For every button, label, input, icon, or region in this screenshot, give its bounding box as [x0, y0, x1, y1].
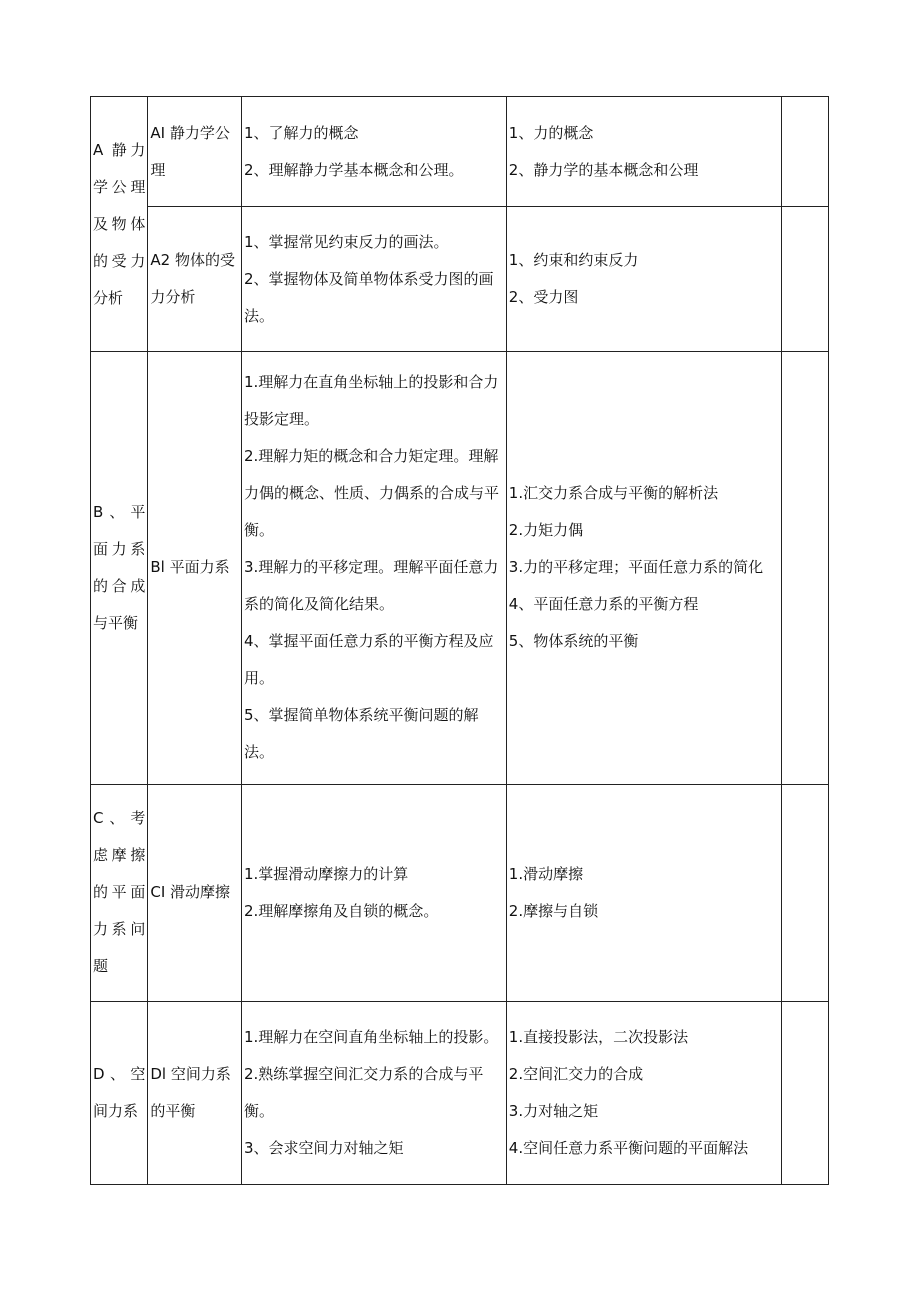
empty-cell: [781, 97, 828, 207]
subunit-label: Dl 空间力系的平衡: [150, 1064, 231, 1120]
subunit-cell: [148, 784, 242, 1001]
key-points-cell: [506, 207, 781, 352]
requirement-item: 1.理解力在空间直角坐标轴上的投影。: [244, 1027, 499, 1046]
table-row: [91, 352, 829, 784]
unit-label: A 静力学公理及物体的受力分析: [93, 140, 146, 307]
requirements-cell: [242, 1001, 507, 1184]
key-points-cell: [506, 1001, 781, 1184]
empty-cell: [781, 1001, 828, 1184]
requirement-item: 1、掌握常见约束反力的画法。: [244, 232, 449, 251]
requirements-cell: [242, 97, 507, 207]
syllabus-table: [90, 96, 829, 1185]
requirements-cell: [242, 784, 507, 1001]
subunit-cell: [148, 352, 242, 784]
requirement-item: 2、理解静力学基本概念和公理。: [244, 160, 464, 179]
requirement-item: 1、了解力的概念: [244, 123, 359, 142]
unit-label: D、空间力系: [93, 1064, 146, 1120]
key-points-cell: [506, 352, 781, 784]
table-row: [91, 97, 829, 207]
requirement-item: 2.理解力矩的概念和合力矩定理。理解力偶的概念、性质、力偶系的合成与平衡。: [244, 447, 500, 540]
requirements-cell: [242, 352, 507, 784]
requirement-item: 5、掌握简单物体系统平衡问题的解法。: [244, 706, 479, 762]
requirement-item: 1.理解力在直角坐标轴上的投影和合力投影定理。: [244, 373, 499, 429]
unit-label: C、考虑摩擦的平面力系问题: [93, 809, 146, 976]
unit-cell-c: [91, 784, 148, 1001]
requirement-item: 4、掌握平面任意力系的平衡方程及应用。: [244, 632, 494, 688]
requirement-item: 1.掌握滑动摩擦力的计算: [244, 864, 409, 883]
subunit-label: AI 静力学公理: [150, 123, 230, 179]
key-points-cell: [506, 97, 781, 207]
unit-cell-a: [91, 97, 148, 352]
subunit-cell: [148, 207, 242, 352]
key-point-item: 2、静力学的基本概念和公理: [508, 160, 699, 179]
table-row: [91, 207, 829, 352]
key-point-item: 1.汇交力系合成与平衡的解析法: [508, 484, 719, 503]
key-point-item: 2.空间汇交力的合成: [508, 1064, 644, 1083]
unit-label: B、平面力系的合成与平衡: [93, 502, 146, 632]
requirements-cell: [242, 207, 507, 352]
key-point-item: 4.空间任意力系平衡问题的平面解法: [508, 1138, 749, 1157]
requirement-item: 3、会求空间力对轴之矩: [244, 1138, 404, 1157]
key-point-item: 2.力矩力偶: [508, 521, 584, 540]
empty-cell: [781, 207, 828, 352]
key-point-item: 1、力的概念: [508, 123, 594, 142]
unit-cell-b: [91, 352, 148, 784]
table-row: [91, 1001, 829, 1184]
subunit-label: A2 物体的受力分析: [150, 251, 235, 307]
requirement-item: 3.理解力的平移定理。理解平面任意力系的简化及简化结果。: [244, 558, 499, 614]
key-point-item: 1.滑动摩擦: [508, 864, 584, 883]
subunit-label: CI 滑动摩擦: [150, 883, 231, 902]
empty-cell: [781, 784, 828, 1001]
key-point-item: 3.力的平移定理；平面任意力系的简化: [508, 558, 764, 577]
subunit-cell: [148, 97, 242, 207]
key-point-item: 2.摩擦与自锁: [508, 901, 599, 920]
key-point-item: 3.力对轴之矩: [508, 1101, 599, 1120]
unit-cell-d: [91, 1001, 148, 1184]
table-row: [91, 784, 829, 1001]
empty-cell: [781, 352, 828, 784]
key-point-item: 4、平面任意力系的平衡方程: [508, 595, 699, 614]
subunit-cell: [148, 1001, 242, 1184]
key-point-item: 5、物体系统的平衡: [508, 632, 639, 651]
requirement-item: 2、掌握物体及简单物体系受力图的画法。: [244, 269, 494, 325]
requirement-item: 2.理解摩擦角及自锁的概念。: [244, 901, 439, 920]
requirement-item: 2.熟练掌握空间汇交力系的合成与平衡。: [244, 1064, 484, 1120]
subunit-label: Bl 平面力系: [150, 558, 230, 577]
key-point-item: 2、受力图: [508, 288, 579, 307]
key-points-cell: [506, 784, 781, 1001]
key-point-item: 1.直接投影法，二次投影法: [508, 1027, 689, 1046]
key-point-item: 1、约束和约束反力: [508, 251, 639, 270]
